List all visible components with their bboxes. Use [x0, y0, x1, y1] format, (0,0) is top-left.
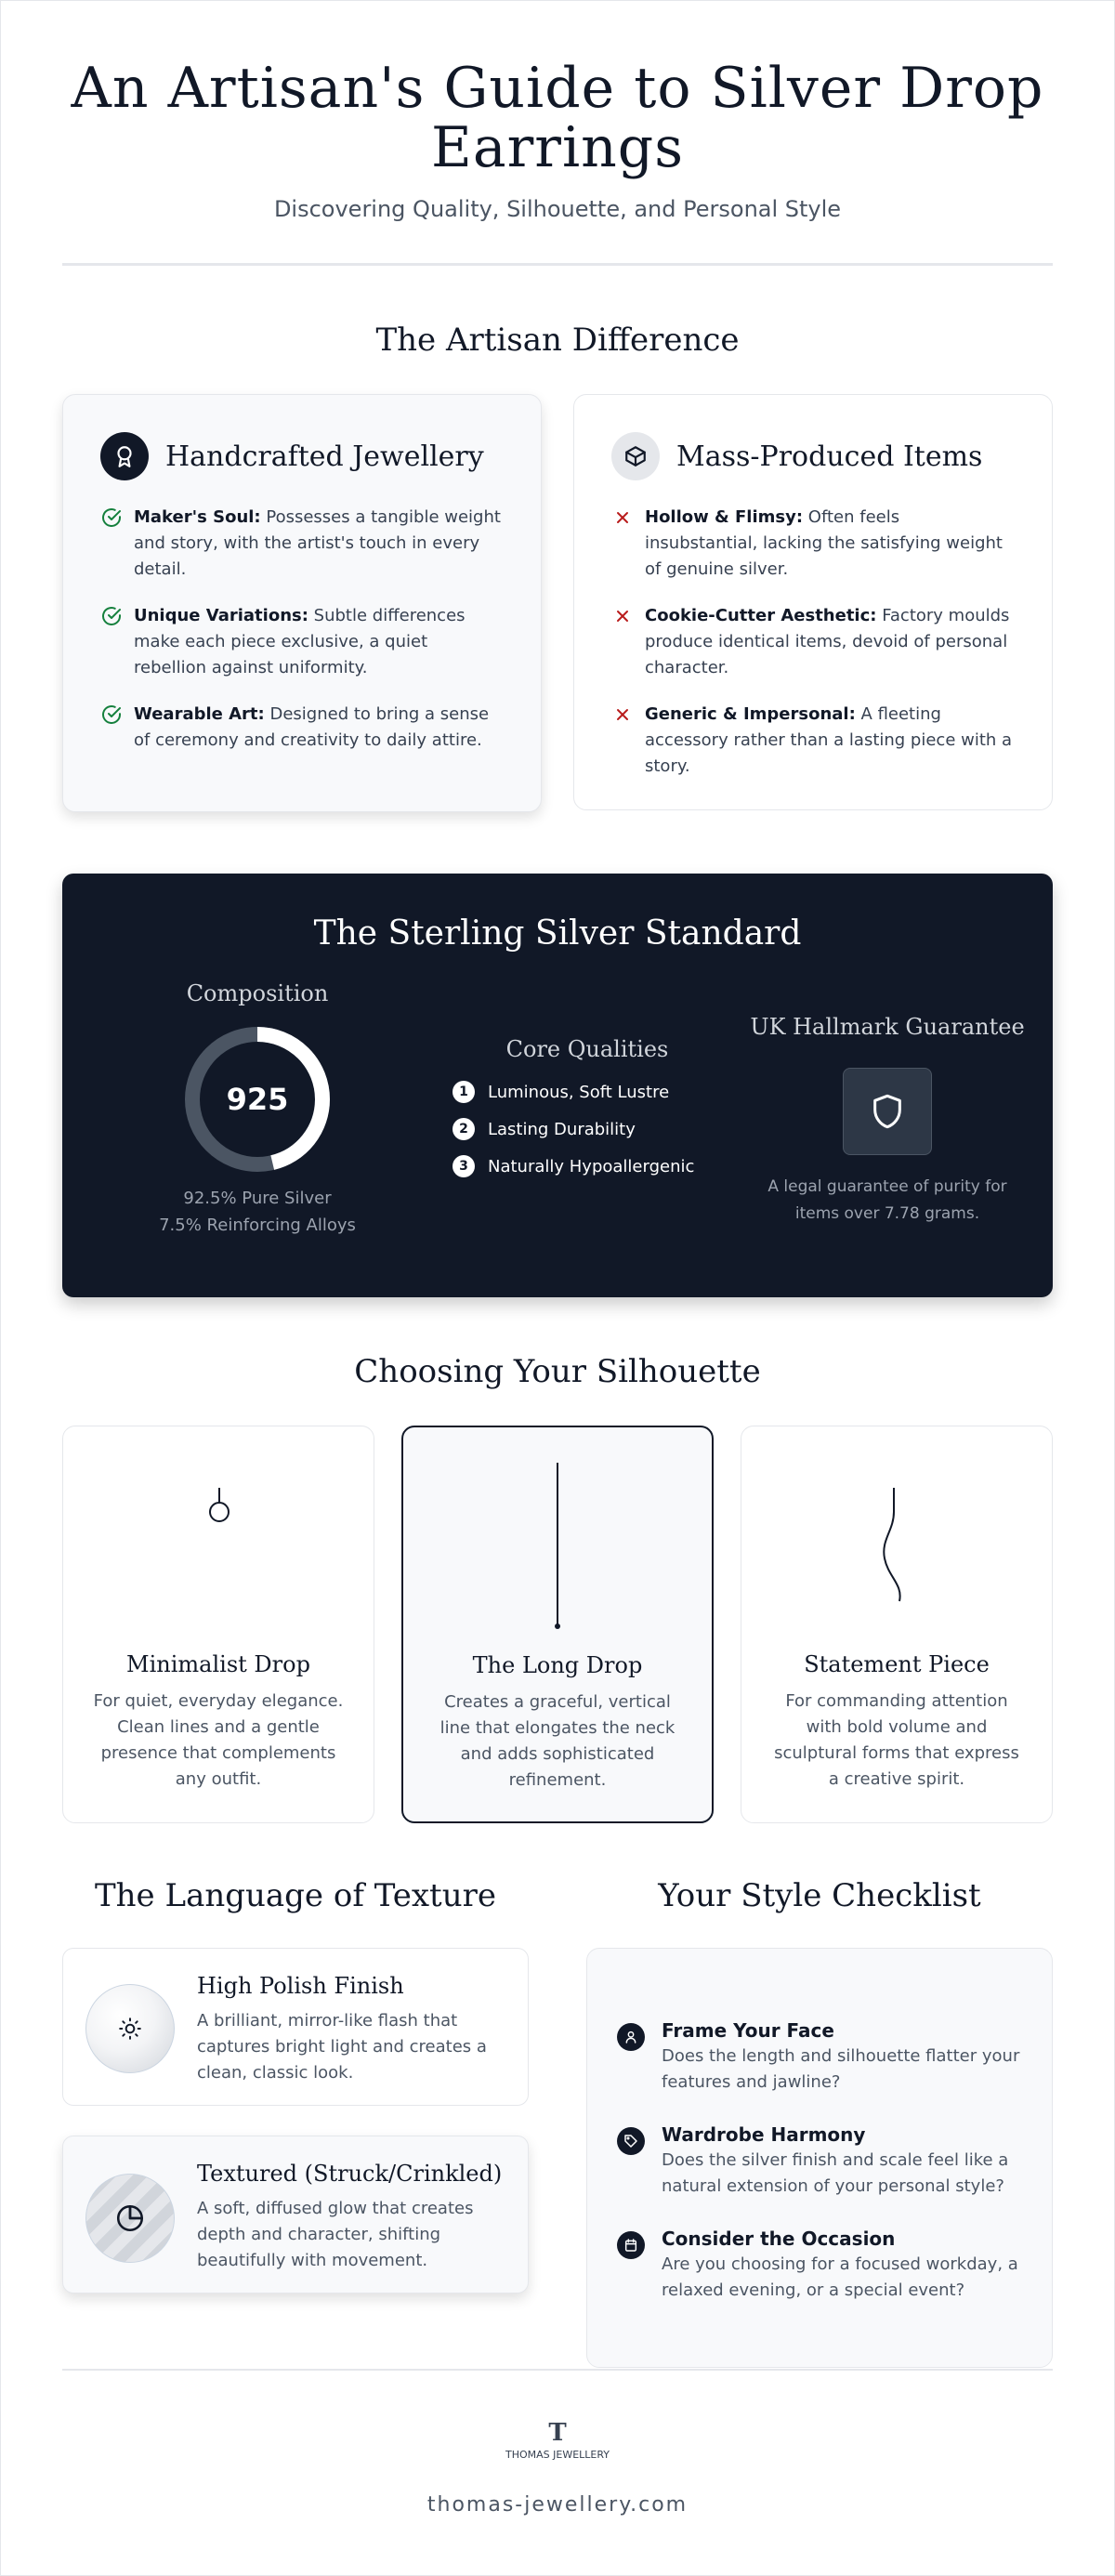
statement-piece-illustration [741, 1426, 1054, 1638]
silhouette-desc: For commanding attention with bold volume and sculptural forms that express a creative spirit. [774, 1691, 1019, 1789]
checklist-title: Consider the Occasion [662, 2228, 896, 2250]
comparison-text: Factory moulds produce identical items, devoid of personal character. [645, 606, 1010, 677]
texture-name: High Polish Finish [197, 1973, 404, 1999]
long-drop-illustration [403, 1427, 712, 1639]
checklist-item [617, 2228, 1022, 2304]
silhouette-heading: Choosing Your Silhouette [354, 1353, 761, 1390]
shield-icon [843, 1068, 932, 1155]
comparison-label: Generic & Impersonal: [645, 704, 856, 724]
page-title: An Artisan's Guide to Silver Drop Earrings [71, 56, 1044, 180]
hallmark-column [722, 980, 1053, 1239]
statement-piece-card [741, 1426, 1053, 1823]
qualities-column [453, 980, 722, 1239]
check-circle-icon [100, 702, 134, 754]
box-icon [611, 432, 660, 480]
artisan-heading: The Artisan Difference [375, 322, 740, 359]
comparison-item [100, 603, 504, 681]
brand-logo [1, 2421, 1114, 2461]
texture-heading: The Language of Texture [94, 1877, 496, 1914]
comparison-item [611, 702, 1015, 780]
quality-item [453, 1118, 722, 1140]
silhouette-desc: Creates a graceful, vertical line that elongates the neck and adds sophisticated refinement. [439, 1692, 676, 1790]
texture-desc: A soft, diffused glow that creates depth and character, shifting beautifully with movement. [197, 2199, 474, 2270]
checklist-title: Frame Your Face [662, 2019, 834, 2042]
checklist-column [586, 1877, 1053, 2368]
silhouette-name: The Long Drop [472, 1652, 643, 1678]
checklist-desc: Are you choosing for a focused workday, a relaxed evening, or a special event? [662, 2254, 1018, 2300]
check-circle-icon [100, 505, 134, 583]
award-ribbon-icon [100, 432, 149, 480]
hallmark-heading: UK Hallmark Guarantee [750, 1014, 1025, 1040]
checklist-heading: Your Style Checklist [658, 1877, 981, 1914]
comparison-row [62, 394, 1053, 812]
comparison-text: Possesses a tangible weight and story, with the artist's touch in every detail. [134, 507, 501, 579]
silhouette-row [62, 1426, 1053, 1823]
pie-icon [85, 2174, 175, 2263]
minimalist-drop-card [62, 1426, 374, 1823]
qualities-heading: Core Qualities [505, 1036, 669, 1062]
comparison-item [611, 505, 1015, 583]
texture-name: Textured (Struck/Crinkled) [197, 2161, 503, 2187]
calendar-icon [617, 2231, 645, 2259]
comparison-label: Unique Variations: [134, 606, 308, 625]
quality-item [453, 1081, 722, 1103]
hallmark-text: A legal guarantee of purity for items over 7.78 grams. [767, 1177, 1007, 1223]
texture-card-polish [62, 1948, 529, 2106]
long-drop-card [401, 1426, 714, 1823]
pure-silver-label: 92.5% Pure Silver [183, 1189, 332, 1208]
cross-icon [611, 603, 645, 681]
composition-heading: Composition [186, 980, 329, 1006]
comparison-text: Often feels insubstantial, lacking the satisfying weight of genuine silver. [645, 507, 1003, 579]
cross-icon [611, 505, 645, 583]
site-link[interactable]: thomas-jewellery.com [426, 2493, 689, 2517]
alloys-label: 7.5% Reinforcing Alloys [159, 1216, 356, 1235]
composition-value: 925 [226, 1082, 289, 1117]
checklist-card [586, 1948, 1053, 2368]
quality-number: 3 [453, 1155, 475, 1177]
sun-icon [85, 1984, 175, 2073]
comparison-label: Cookie-Cutter Aesthetic: [645, 606, 877, 625]
checklist-item [617, 2123, 1022, 2200]
quality-number: 1 [453, 1081, 475, 1103]
footer-divider [62, 2369, 1053, 2371]
quality-text: Lasting Durability [488, 1119, 636, 1139]
mass-produced-card [573, 394, 1053, 810]
mass-produced-title: Mass-Produced Items [676, 440, 983, 473]
comparison-item [100, 505, 504, 583]
comparison-label: Hollow & Flimsy: [645, 507, 804, 527]
texture-card-textured [62, 2136, 529, 2293]
quality-item [453, 1155, 722, 1177]
user-icon [617, 2023, 645, 2051]
handcrafted-title: Handcrafted Jewellery [165, 440, 484, 473]
comparison-text: Designed to bring a sense of ceremony and creativity to daily attire. [134, 704, 490, 750]
handcrafted-card [62, 394, 542, 812]
comparison-label: Maker's Soul: [134, 507, 261, 527]
quality-number: 2 [453, 1118, 475, 1140]
sterling-heading: The Sterling Silver Standard [313, 914, 802, 953]
composition-column [62, 980, 453, 1239]
silhouette-name: Minimalist Drop [126, 1651, 310, 1677]
comparison-text: Subtle differences make each piece exclusive, a quiet rebellion against uniformity. [134, 606, 466, 677]
comparison-text: A fleeting accessory rather than a lasting piece with a story. [645, 704, 1013, 776]
quality-text: Naturally Hypoallergenic [488, 1156, 695, 1176]
logo-text: THOMAS JEWELLERY [505, 2449, 610, 2461]
sterling-panel [62, 874, 1053, 1297]
page-subtitle: Discovering Quality, Silhouette, and Personal Style [273, 196, 842, 222]
tag-icon [617, 2127, 645, 2155]
silhouette-desc: For quiet, everyday elegance. Clean lines and a gentle presence that complements any outfit. [93, 1691, 344, 1789]
comparison-label: Wearable Art: [134, 704, 265, 724]
checklist-desc: Does the length and silhouette flatter your features and jawline? [662, 2046, 1020, 2092]
texture-desc: A brilliant, mirror-like flash that captures bright light and creates a clean, classic look. [197, 2011, 487, 2083]
check-circle-icon [100, 603, 134, 681]
logo-mark: T [548, 2419, 567, 2447]
header-divider [62, 263, 1053, 266]
cross-icon [611, 702, 645, 780]
quality-text: Luminous, Soft Lustre [488, 1082, 670, 1102]
silhouette-name: Statement Piece [804, 1651, 990, 1677]
comparison-item [100, 702, 504, 754]
checklist-desc: Does the silver finish and scale feel like a natural extension of your personal style? [662, 2150, 1009, 2196]
texture-column [62, 1877, 529, 2368]
checklist-item [617, 2019, 1022, 2096]
minimalist-drop-illustration [63, 1426, 375, 1638]
comparison-item [611, 603, 1015, 681]
checklist-title: Wardrobe Harmony [662, 2123, 866, 2146]
composition-ring [185, 1027, 330, 1172]
